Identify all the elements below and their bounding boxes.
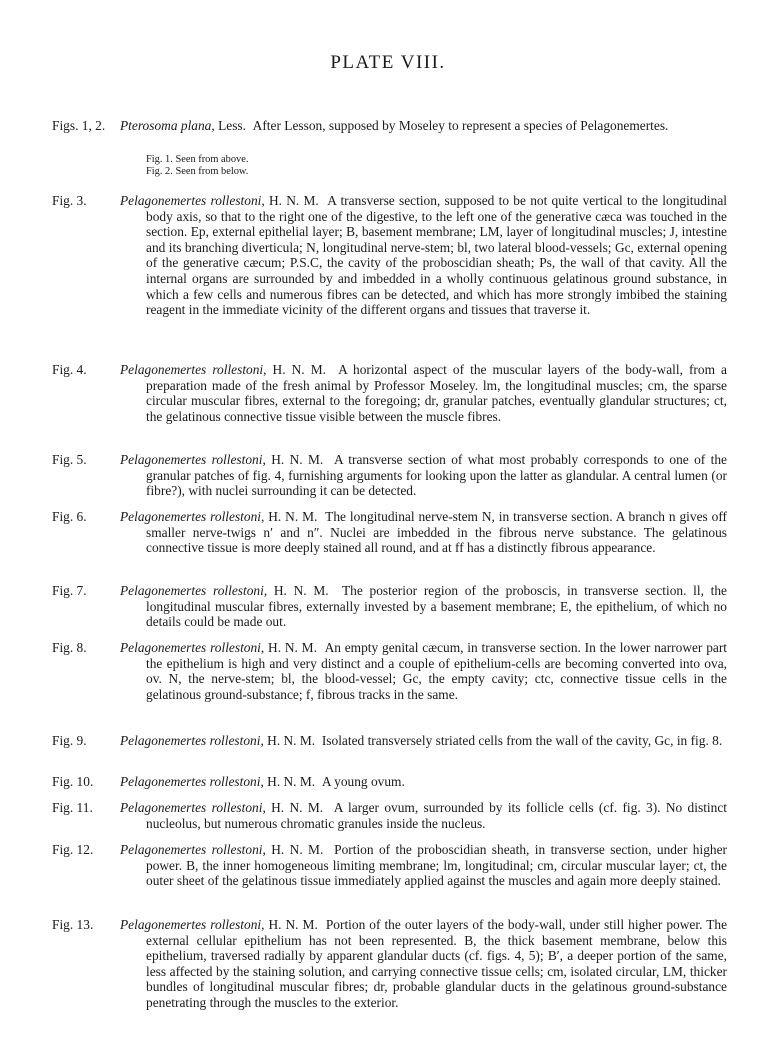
fig-caption	[120, 118, 727, 134]
species-name: Pelagonemertes rollestoni	[120, 733, 261, 748]
fig-label: Fig. 9.	[52, 733, 87, 748]
species-author: , H. N. M.	[260, 640, 317, 655]
species-name: Pelagonemertes rollestoni	[120, 362, 264, 377]
species-name: Pelagonemertes rollestoni	[120, 640, 261, 655]
fig-label: Figs. 1, 2.	[52, 118, 106, 133]
species-author: , H. N. M.	[262, 452, 324, 467]
fig-caption	[120, 452, 727, 499]
caption-text: The posterior region of the proboscis, in transverse section. ll, the longitudinal muscular fibres, externally invested by a basement membrane; E, the epithelium, of which no details could be made out.	[146, 583, 727, 630]
caption-text: A young ovum.	[321, 774, 405, 789]
species-name: Pelagonemertes rollestoni	[120, 509, 262, 524]
plate-title: PLATE VIII.	[330, 52, 446, 73]
species-name: Pelagonemertes rollestoni	[120, 917, 262, 932]
caption-text: A transverse section, supposed to be not quite vertical to the longitudinal body axis, so that to the right one of the digestive, to the left one of the generative cæca was touched in the section. Ep, external epithelial layer; B, basement membrane; LM, layer of longitudinal muscles; J, intestine and its branching diverticula; N, longitudinal nerve-stem; bl, two lateral blood-vessels; Gc, external opening of the generative cæcum; P.S.C, the cavity of the proboscidian sheath; Ps, the wall of that cavity. All the internal organs are surrounded by and imbedded in a wholly continuous gelatinous ground substance, in which a few cells and numerous fibres can be detected, and which has more strongly imbibed the staining reagent in the immediate vicinity of the different organs and tissues that traverse it.	[146, 193, 727, 318]
species-name: Pelagonemertes rollestoni	[120, 452, 263, 467]
species-author: , H. N. M.	[263, 362, 326, 377]
species-author: , Less.	[211, 118, 246, 133]
fig-caption	[120, 842, 727, 889]
fig-label: Fig. 6.	[52, 509, 87, 524]
caption-text: After Lesson, supposed by Moseley to represent a species of Pelagonemertes.	[252, 118, 669, 133]
fig-label: Fig. 5.	[52, 452, 87, 467]
species-author: , H. N. M.	[260, 774, 316, 789]
fig-label: Fig. 10.	[52, 774, 94, 789]
species-name: Pterosoma plana	[120, 118, 212, 133]
species-name: Pelagonemertes rollestoni	[120, 842, 263, 857]
fig-label: Fig. 8.	[52, 640, 87, 655]
species-name: Pelagonemertes rollestoni	[120, 193, 262, 208]
species-name: Pelagonemertes rollestoni	[120, 774, 261, 789]
fig-label: Fig. 12.	[52, 842, 94, 857]
species-author: , H. N. M.	[261, 509, 318, 524]
fig-caption	[120, 509, 727, 556]
species-author: , H. N. M.	[263, 583, 329, 598]
caption-text: Portion of the outer layers of the body-wall, under still higher power. The external cellular epithelium has not been represented. B, the thick basement membrane, below this epithelium, traversed radially by apparent glandular ducts (cf. figs. 4, 5); B′, a deeper portion of the same, less affected by the staining solution, and carrying connective tissue cells; cm, isolated circular, LM, thicker bundles of longitudinal muscular fibres; dr, probable glandular ducts in the gelatinous ground-substance penetrating through the muscles to the exterior.	[146, 917, 728, 1010]
caption-text: A transverse section of what most probably corresponds to one of the granular patches of fig. 4, furnishing arguments for looking upon the latter as glandular. A central lumen (or fibre?), with nuclei surrounding it can be detected.	[146, 452, 727, 499]
species-author: , H. N. M.	[262, 800, 324, 815]
species-author: , H. N. M.	[262, 842, 324, 857]
fig-caption	[120, 800, 727, 831]
fig-caption	[120, 774, 727, 790]
fig-caption	[120, 733, 727, 749]
caption-text: Isolated transversely striated cells from the wall of the cavity, Gc, in fig. 8.	[321, 733, 723, 748]
fig-label: Fig. 4.	[52, 362, 87, 377]
fig-label: Fig. 13.	[52, 917, 94, 932]
caption-text: A horizontal aspect of the muscular layers of the body-wall, from a preparation made of the fresh animal by Professor Moseley. lm, the longitudinal muscles; cm, the sparse circular muscular fibres, external to the foregoing; dr, granular patches, eventually glandular structures; ct, the gelatinous connective tissue visible between the muscle fibres.	[146, 362, 727, 424]
sub-caption-fig-1: Fig. 1. Seen from above.	[146, 154, 249, 165]
species-name: Pelagonemertes rollestoni	[120, 800, 263, 815]
species-name: Pelagonemertes rollestoni	[120, 583, 264, 598]
caption-text: The longitudinal nerve-stem N, in transverse section. A branch n gives off smaller nerve-twigs n′ and n″. Nuclei are imbedded in the fibrous nerve substance. The gelatinous connective tissue is more deeply stained all round, and at ff has a distinctly fibrous appearance.	[146, 509, 728, 556]
fig-caption	[120, 640, 727, 702]
species-author: , H. N. M.	[261, 917, 318, 932]
fig-label: Fig. 3.	[52, 193, 87, 208]
fig-label: Fig. 11.	[52, 800, 93, 815]
caption-text: Portion of the proboscidian sheath, in transverse section, under higher power. B, the inner homogeneous limiting membrane; lm, longitudinal; cm, circular muscular layer; ct, the outer sheet of the gelatinous tissue immediately applied against the muscles and again more deeply stained.	[146, 842, 728, 889]
fig-label: Fig. 7.	[52, 583, 87, 598]
species-author: , H. N. M.	[260, 733, 316, 748]
caption-text: An empty genital cæcum, in transverse section. In the lower narrower part the epithelium is high and very distinct and a couple of epithelium-cells are becoming converted into ova, ov. N, the nerve-stem; bl, the blood-vessel; Gc, the empty cavity; ctc, connective tissue cells in the gelatinous ground-substance; f, fibrous tracks in the same.	[146, 640, 728, 702]
fig-caption	[120, 193, 727, 318]
fig-caption	[120, 362, 727, 424]
fig-caption	[120, 917, 727, 1011]
fig-caption	[120, 583, 727, 630]
species-author: , H. N. M.	[261, 193, 319, 208]
sub-caption-fig-2: Fig. 2. Seen from below.	[146, 166, 249, 177]
caption-text: A larger ovum, surrounded by its follicle cells (cf. fig. 3). No distinct nucleolus, but numerous chromatic granules inside the nucleus.	[146, 800, 727, 831]
